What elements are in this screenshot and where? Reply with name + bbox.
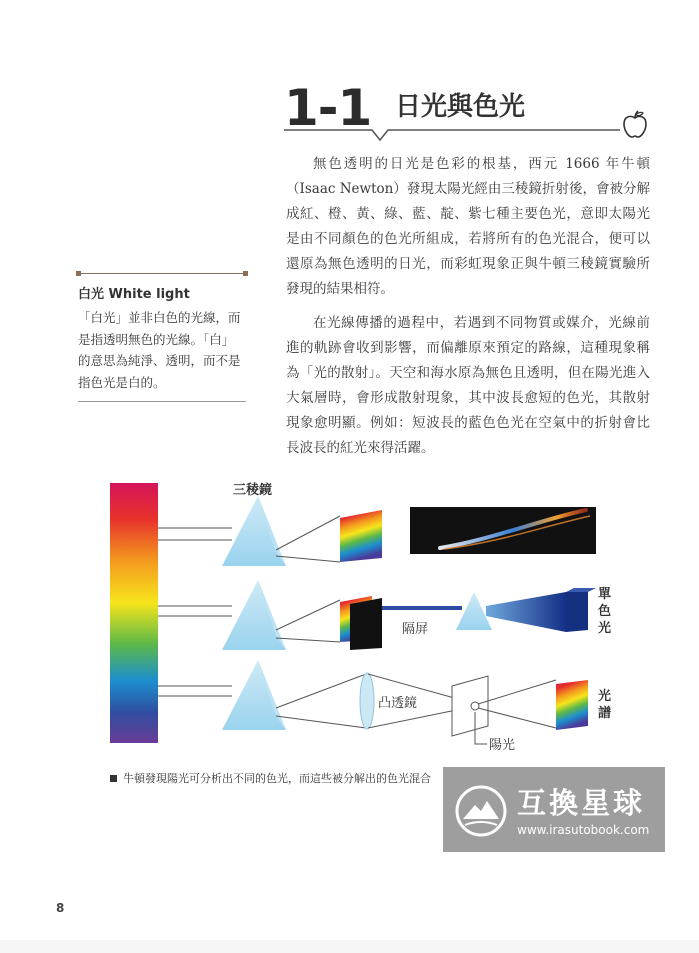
lens-label: 凸透鏡 [378, 696, 418, 711]
row-prism-dispersion [158, 496, 596, 566]
sidebar-title: 白光 White light [78, 287, 190, 302]
body-text [286, 152, 650, 461]
prism-label: 三稜鏡 [233, 483, 273, 498]
monochrome-label-3: 光 [598, 621, 612, 636]
apple-icon [622, 110, 648, 140]
prism-experiment-diagram [0, 470, 699, 760]
watermark [443, 767, 665, 852]
heading-underline [0, 0, 699, 160]
mountain-logo-icon [455, 785, 507, 837]
sidebar-top-rule [78, 273, 246, 274]
spectrum-label-2: 譜 [598, 706, 612, 721]
body-paragraph-2: 在光線傳播的過程中，若遇到不同物質或媒介，光線前進的軌跡會收到影響，而偏離原來預定的路線，這種現象稱為「光的散射」。天空和海水原為無色且透明，但在陽光進入大氣層時，會形成散射現象，其中波長愈短的色光，其散射現象愈明顯。例如：短波長的藍色色光在空氣中的折射會比長波長的紅光來得活躍。 [286, 315, 650, 456]
section-number: 1-1 [284, 79, 372, 137]
sidebar-rule-dot-left [76, 271, 81, 276]
caption-bullet [110, 775, 117, 782]
sidebar-rule-dot-right [243, 271, 248, 276]
monochrome-label-1: 單 [598, 587, 612, 602]
spectrum-label-1: 光 [598, 689, 612, 704]
white-light-spectrum-bar [110, 483, 158, 743]
watermark-url: www.irasutobook.com [517, 823, 650, 837]
monochrome-label-2: 色 [598, 604, 612, 619]
row-monochrome-light [158, 580, 596, 650]
page-bottom-edge [0, 940, 699, 953]
sidebar-text: 「白光」並非白色的光線，而是指透明無色的光線。「白」的意思為純淨、透明，而不是指色光是白的。 [78, 310, 241, 390]
body-paragraph-1: 無色透明的日光是色彩的根基，西元 1666 年牛頓（Isaac Newton）發現太陽光經由三稜鏡折射後，會被分解成紅、橙、黃、綠、藍、靛、紫七種主要色光，意即太陽光是由不同顏色的色光所組成，若將所有的色光混合，便可以還原為無色透明的日光，而彩虹現象正與牛頓三稜鏡實驗所發現的結果相符。 [286, 156, 650, 297]
page-number: 8 [56, 901, 65, 915]
sunlight-label: 陽光 [489, 738, 516, 753]
screen-label: 隔屏 [402, 622, 429, 637]
sidebar-bottom-rule [78, 401, 246, 402]
row-lens-recombination [158, 660, 588, 744]
figure-caption [110, 770, 431, 786]
section-title: 日光與色光 [395, 92, 526, 122]
caption-text: 牛頓發現陽光可分析出不同的色光，而這些被分解出的色光混合 [123, 772, 431, 785]
watermark-title: 互換星球 [517, 786, 646, 820]
